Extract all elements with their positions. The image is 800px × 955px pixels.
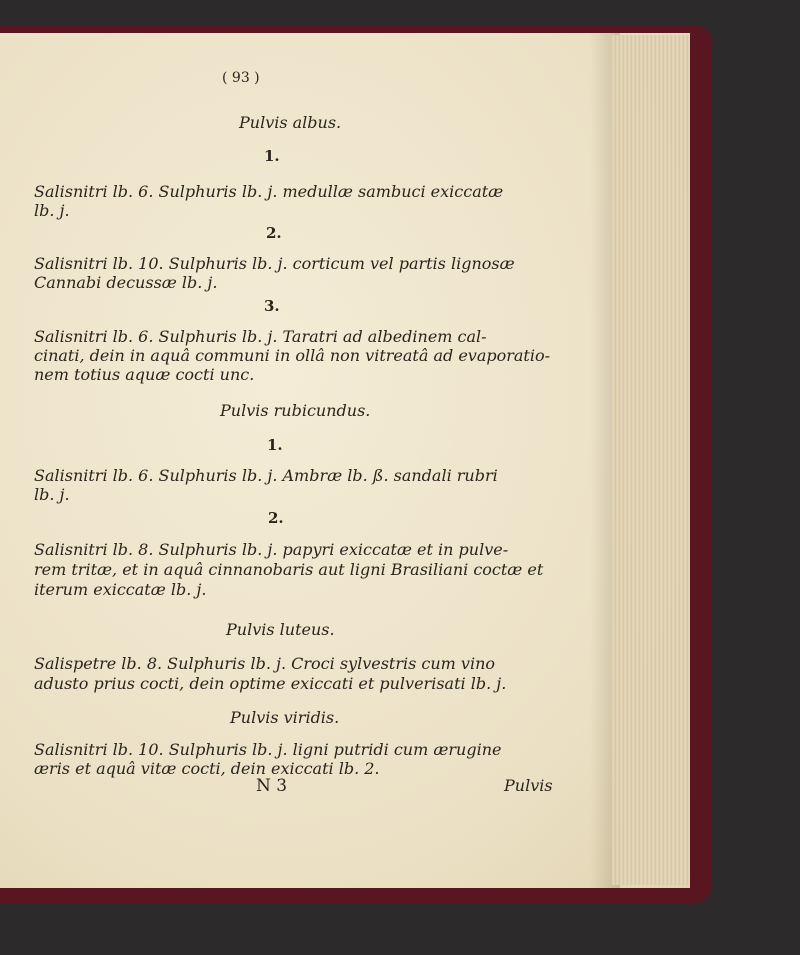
recipe-line: Salisnitri lb. 6. Sulphuris lb. j. medullæ sambuci exiccatæ [34,182,504,201]
recipe-number: 1. [264,147,280,165]
recipe-line: lb. j. [34,485,70,504]
recipe-line: Salisnitri lb. 8. Sulphuris lb. j. papyri exiccatæ et in pulve- [34,540,509,559]
recipe-number: 1. [267,436,283,454]
section-heading: Pulvis rubicundus. [220,401,371,420]
section-heading: Pulvis luteus. [226,620,335,639]
recipe-line: iterum exiccatæ lb. j. [34,580,207,599]
section-heading: Pulvis albus. [239,113,342,132]
recipe-line: nem totius aquæ cocti unc. [34,365,255,384]
recipe-line: cinati, dein in aquâ communi in ollâ non vitreatâ ad evaporatio- [34,346,551,365]
recipe-line: Salisnitri lb. 10. Sulphuris lb. j. corticum vel partis lignosæ [34,254,515,273]
recipe-line: adusto prius cocti, dein optime exiccati et pulverisati lb. j. [34,674,507,693]
folio-number: ( 93 ) [222,70,260,86]
signature-mark: N 3 [256,776,288,796]
recipe-line: Cannabi decussæ lb. j. [34,273,218,292]
recipe-line: Salisnitri lb. 6. Sulphuris lb. j. Ambræ lb. ß. sandali rubri [34,466,498,485]
recipe-number: 2. [268,509,284,527]
recipe-number: 2. [266,224,282,242]
recipe-line: æris et aquâ vitæ cocti, dein exiccati lb. 2. [34,759,380,778]
catchword: Pulvis [504,776,553,795]
recipe-line: Salisnitri lb. 6. Sulphuris lb. j. Taratri ad albedinem cal- [34,327,487,346]
recipe-line: lb. j. [34,201,70,220]
section-heading: Pulvis viridis. [230,708,340,727]
recipe-line: Salisnitri lb. 10. Sulphuris lb. j. ligni putridi cum ærugine [34,740,502,759]
recipe-number: 3. [264,297,280,315]
recipe-line: rem tritæ, et in aquâ cinnanobaris aut ligni Brasiliani coctæ et [34,560,544,579]
recipe-line: Salispetre lb. 8. Sulphuris lb. j. Croci sylvestris cum vino [34,654,496,673]
